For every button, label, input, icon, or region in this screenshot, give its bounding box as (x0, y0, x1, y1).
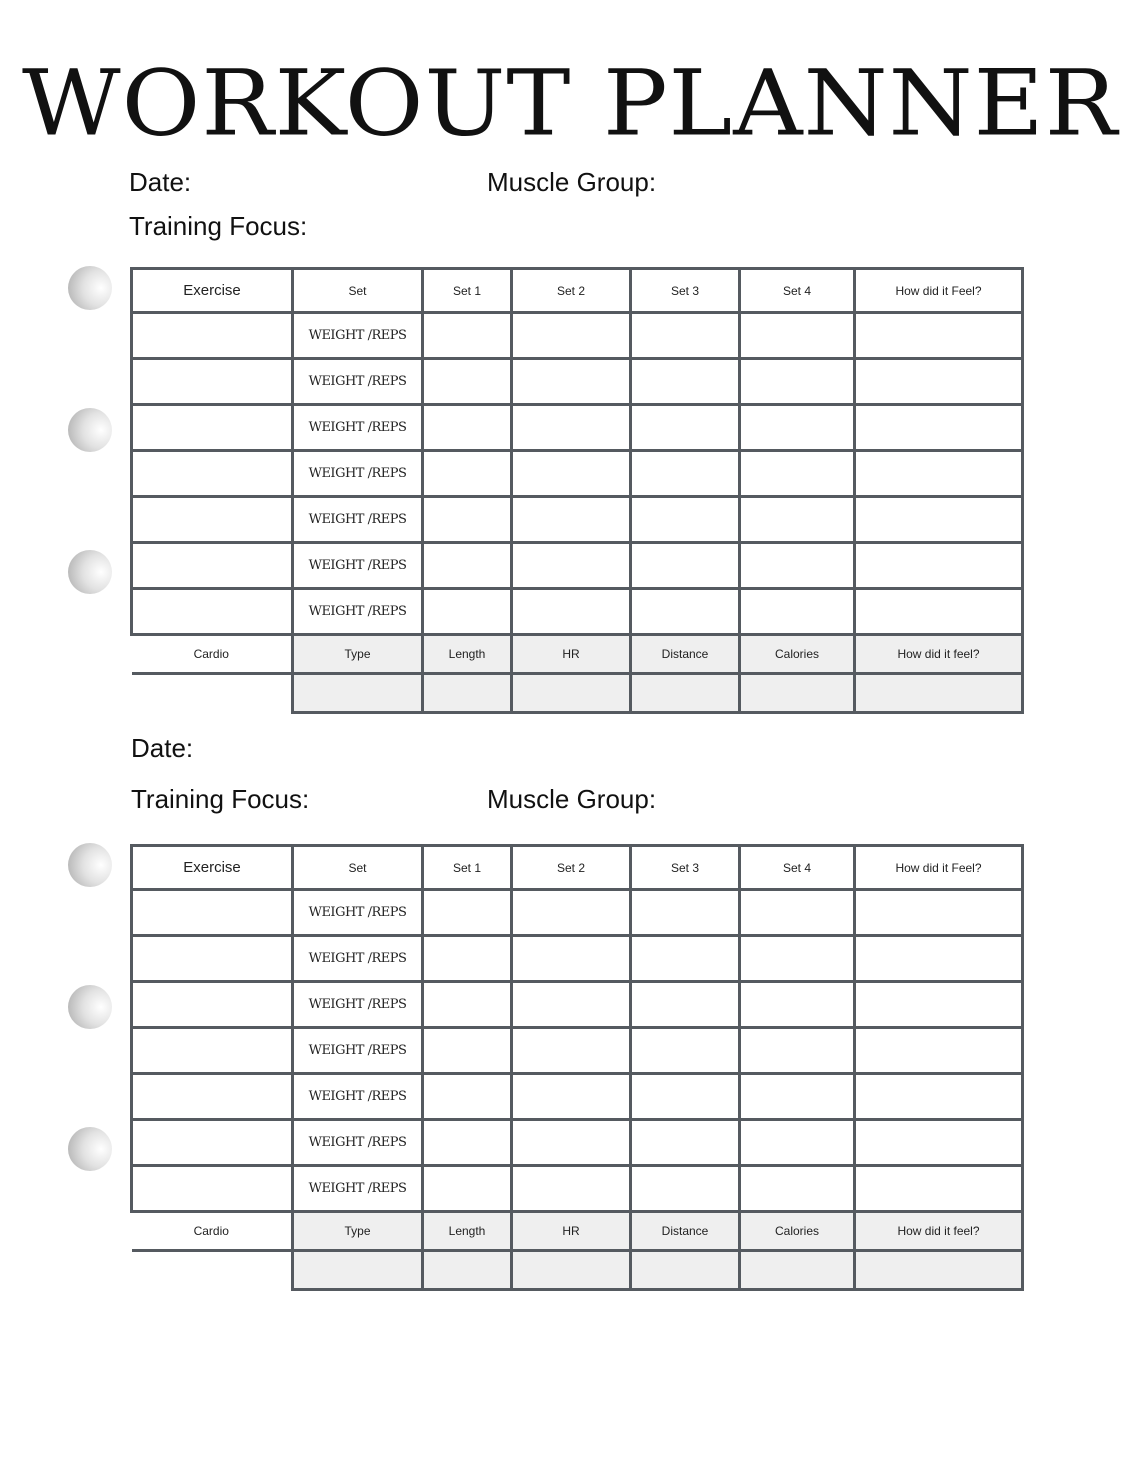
weight-reps-label: WEIGHT /REPS (293, 1166, 423, 1212)
exercise-cell[interactable] (132, 359, 293, 405)
weight-reps-label: WEIGHT /REPS (293, 1120, 423, 1166)
set-cell[interactable] (740, 936, 855, 982)
set-cell[interactable] (423, 451, 512, 497)
cardio-header-feel: How did it feel? (855, 1212, 1023, 1251)
cardio-label: Cardio (132, 635, 293, 674)
cardio-blank-cell (132, 674, 293, 713)
header-set-4: Set 4 (740, 269, 855, 313)
header-set-2: Set 2 (512, 269, 631, 313)
set-cell[interactable] (512, 890, 631, 936)
header-feel: How did it Feel? (855, 269, 1023, 313)
set-cell[interactable] (631, 936, 740, 982)
cardio-entry-row (132, 674, 1023, 713)
feel-cell[interactable] (855, 982, 1023, 1028)
set-cell[interactable] (740, 451, 855, 497)
set-cell[interactable] (740, 313, 855, 359)
cardio-hr-cell[interactable] (512, 1251, 631, 1290)
table-row (132, 313, 1023, 359)
header-feel: How did it Feel? (855, 846, 1023, 890)
weight-reps-label: WEIGHT /REPS (293, 497, 423, 543)
header-set-1: Set 1 (423, 846, 512, 890)
cardio-blank-cell (132, 1251, 293, 1290)
exercise-cell[interactable] (132, 1166, 293, 1212)
set-cell[interactable] (423, 1120, 512, 1166)
exercise-cell[interactable] (132, 1074, 293, 1120)
exercise-cell[interactable] (132, 589, 293, 635)
header-set-3: Set 3 (631, 846, 740, 890)
set-cell[interactable] (423, 359, 512, 405)
table-row (132, 936, 1023, 982)
cardio-header-length: Length (423, 1212, 512, 1251)
cardio-feel-cell[interactable] (855, 674, 1023, 713)
feel-cell[interactable] (855, 1166, 1023, 1212)
table-row (132, 543, 1023, 589)
set-cell[interactable] (740, 890, 855, 936)
weight-reps-label: WEIGHT /REPS (293, 589, 423, 635)
exercise-cell[interactable] (132, 497, 293, 543)
set-cell[interactable] (740, 543, 855, 589)
set-cell[interactable] (740, 359, 855, 405)
exercise-cell[interactable] (132, 936, 293, 982)
cardio-hr-cell[interactable] (512, 674, 631, 713)
cardio-length-cell[interactable] (423, 1251, 512, 1290)
header-set-2: Set 2 (512, 846, 631, 890)
header-exercise: Exercise (132, 269, 293, 313)
set-cell[interactable] (631, 982, 740, 1028)
set-cell[interactable] (740, 589, 855, 635)
exercise-cell[interactable] (132, 543, 293, 589)
set-cell[interactable] (423, 497, 512, 543)
weight-reps-label: WEIGHT /REPS (293, 543, 423, 589)
cardio-header-type: Type (293, 635, 423, 674)
binder-hole-icon (68, 985, 112, 1029)
set-cell[interactable] (423, 1028, 512, 1074)
table-row (132, 982, 1023, 1028)
feel-cell[interactable] (855, 313, 1023, 359)
weight-reps-label: WEIGHT /REPS (293, 313, 423, 359)
set-cell[interactable] (423, 589, 512, 635)
exercise-cell[interactable] (132, 890, 293, 936)
cardio-header-row (132, 1212, 1023, 1251)
exercise-cell[interactable] (132, 451, 293, 497)
feel-cell[interactable] (855, 936, 1023, 982)
cardio-header-length: Length (423, 635, 512, 674)
exercise-cell[interactable] (132, 982, 293, 1028)
header-set-3: Set 3 (631, 269, 740, 313)
feel-cell[interactable] (855, 359, 1023, 405)
weight-reps-label: WEIGHT /REPS (293, 936, 423, 982)
set-cell[interactable] (631, 1028, 740, 1074)
table-row (132, 1074, 1023, 1120)
set-cell[interactable] (512, 405, 631, 451)
training-focus-label: Training Focus: (129, 211, 308, 241)
cardio-length-cell[interactable] (423, 674, 512, 713)
date-label: Date: (129, 167, 192, 197)
weight-reps-label: WEIGHT /REPS (293, 982, 423, 1028)
feel-cell[interactable] (855, 1120, 1023, 1166)
weight-reps-label: WEIGHT /REPS (293, 451, 423, 497)
cardio-label: Cardio (132, 1212, 293, 1251)
feel-cell[interactable] (855, 589, 1023, 635)
set-cell[interactable] (740, 405, 855, 451)
weight-reps-label: WEIGHT /REPS (293, 1028, 423, 1074)
exercise-cell[interactable] (132, 1120, 293, 1166)
set-cell[interactable] (631, 589, 740, 635)
set-cell[interactable] (631, 890, 740, 936)
set-cell[interactable] (423, 313, 512, 359)
set-cell[interactable] (631, 451, 740, 497)
cardio-calories-cell[interactable] (740, 1251, 855, 1290)
set-cell[interactable] (512, 497, 631, 543)
set-cell[interactable] (740, 497, 855, 543)
feel-cell[interactable] (855, 1074, 1023, 1120)
set-cell[interactable] (631, 1074, 740, 1120)
set-cell[interactable] (740, 1120, 855, 1166)
cardio-header-calories: Calories (740, 635, 855, 674)
set-cell[interactable] (512, 543, 631, 589)
set-cell[interactable] (512, 589, 631, 635)
training-focus-label: Training Focus: (131, 784, 310, 814)
cardio-calories-cell[interactable] (740, 674, 855, 713)
set-cell[interactable] (740, 1166, 855, 1212)
binder-hole-icon (68, 1127, 112, 1171)
binder-hole-icon (68, 408, 112, 452)
set-cell[interactable] (512, 1120, 631, 1166)
cardio-header-row (132, 635, 1023, 674)
exercise-cell[interactable] (132, 1028, 293, 1074)
table-row (132, 1028, 1023, 1074)
weight-reps-label: WEIGHT /REPS (293, 359, 423, 405)
set-cell[interactable] (512, 1166, 631, 1212)
weight-reps-label: WEIGHT /REPS (293, 405, 423, 451)
set-cell[interactable] (512, 982, 631, 1028)
feel-cell[interactable] (855, 451, 1023, 497)
set-cell[interactable] (631, 543, 740, 589)
binder-hole-icon (68, 843, 112, 887)
workout-table-1 (130, 267, 1024, 714)
set-cell[interactable] (423, 982, 512, 1028)
feel-cell[interactable] (855, 497, 1023, 543)
cardio-type-cell[interactable] (293, 674, 423, 713)
feel-cell[interactable] (855, 890, 1023, 936)
date-label: Date: (131, 733, 194, 763)
cardio-feel-cell[interactable] (855, 1251, 1023, 1290)
set-cell[interactable] (512, 359, 631, 405)
cardio-distance-cell[interactable] (631, 1251, 740, 1290)
header-set-1: Set 1 (423, 269, 512, 313)
weight-reps-label: WEIGHT /REPS (293, 890, 423, 936)
set-cell[interactable] (423, 890, 512, 936)
set-cell[interactable] (423, 543, 512, 589)
set-cell[interactable] (512, 936, 631, 982)
set-cell[interactable] (423, 405, 512, 451)
set-cell[interactable] (631, 313, 740, 359)
table-row (132, 451, 1023, 497)
set-cell[interactable] (631, 405, 740, 451)
set-cell[interactable] (423, 1074, 512, 1120)
exercise-cell[interactable] (132, 405, 293, 451)
set-cell[interactable] (631, 359, 740, 405)
header-exercise: Exercise (132, 846, 293, 890)
weight-reps-label: WEIGHT /REPS (293, 1074, 423, 1120)
table-row (132, 890, 1023, 936)
muscle-group-label: Muscle Group: (487, 167, 657, 197)
cardio-header-hr: HR (512, 1212, 631, 1251)
feel-cell[interactable] (855, 405, 1023, 451)
set-cell[interactable] (423, 936, 512, 982)
table-header-row (132, 269, 1023, 313)
set-cell[interactable] (512, 451, 631, 497)
set-cell[interactable] (512, 313, 631, 359)
binder-hole-icon (68, 266, 112, 310)
header-set: Set (293, 846, 423, 890)
cardio-header-distance: Distance (631, 1212, 740, 1251)
muscle-group-label: Muscle Group: (487, 784, 657, 814)
table-row (132, 1120, 1023, 1166)
feel-cell[interactable] (855, 1028, 1023, 1074)
binder-hole-icon (68, 550, 112, 594)
set-cell[interactable] (631, 1120, 740, 1166)
cardio-header-feel: How did it feel? (855, 635, 1023, 674)
set-cell[interactable] (740, 1028, 855, 1074)
cardio-distance-cell[interactable] (631, 674, 740, 713)
set-cell[interactable] (740, 982, 855, 1028)
page-title: WORKOUT PLANNER (22, 49, 1118, 157)
header-set-4: Set 4 (740, 846, 855, 890)
exercise-cell[interactable] (132, 313, 293, 359)
cardio-header-calories: Calories (740, 1212, 855, 1251)
table-row (132, 405, 1023, 451)
set-cell[interactable] (512, 1074, 631, 1120)
table-row (132, 1166, 1023, 1212)
cardio-header-distance: Distance (631, 635, 740, 674)
table-header-row (132, 846, 1023, 890)
set-cell[interactable] (631, 1166, 740, 1212)
cardio-entry-row (132, 1251, 1023, 1290)
feel-cell[interactable] (855, 543, 1023, 589)
cardio-header-type: Type (293, 1212, 423, 1251)
workout-table-2 (130, 844, 1024, 1291)
table-row (132, 589, 1023, 635)
cardio-type-cell[interactable] (293, 1251, 423, 1290)
header-set: Set (293, 269, 423, 313)
table-row (132, 497, 1023, 543)
set-cell[interactable] (740, 1074, 855, 1120)
table-row (132, 359, 1023, 405)
set-cell[interactable] (631, 497, 740, 543)
set-cell[interactable] (512, 1028, 631, 1074)
cardio-header-hr: HR (512, 635, 631, 674)
set-cell[interactable] (423, 1166, 512, 1212)
